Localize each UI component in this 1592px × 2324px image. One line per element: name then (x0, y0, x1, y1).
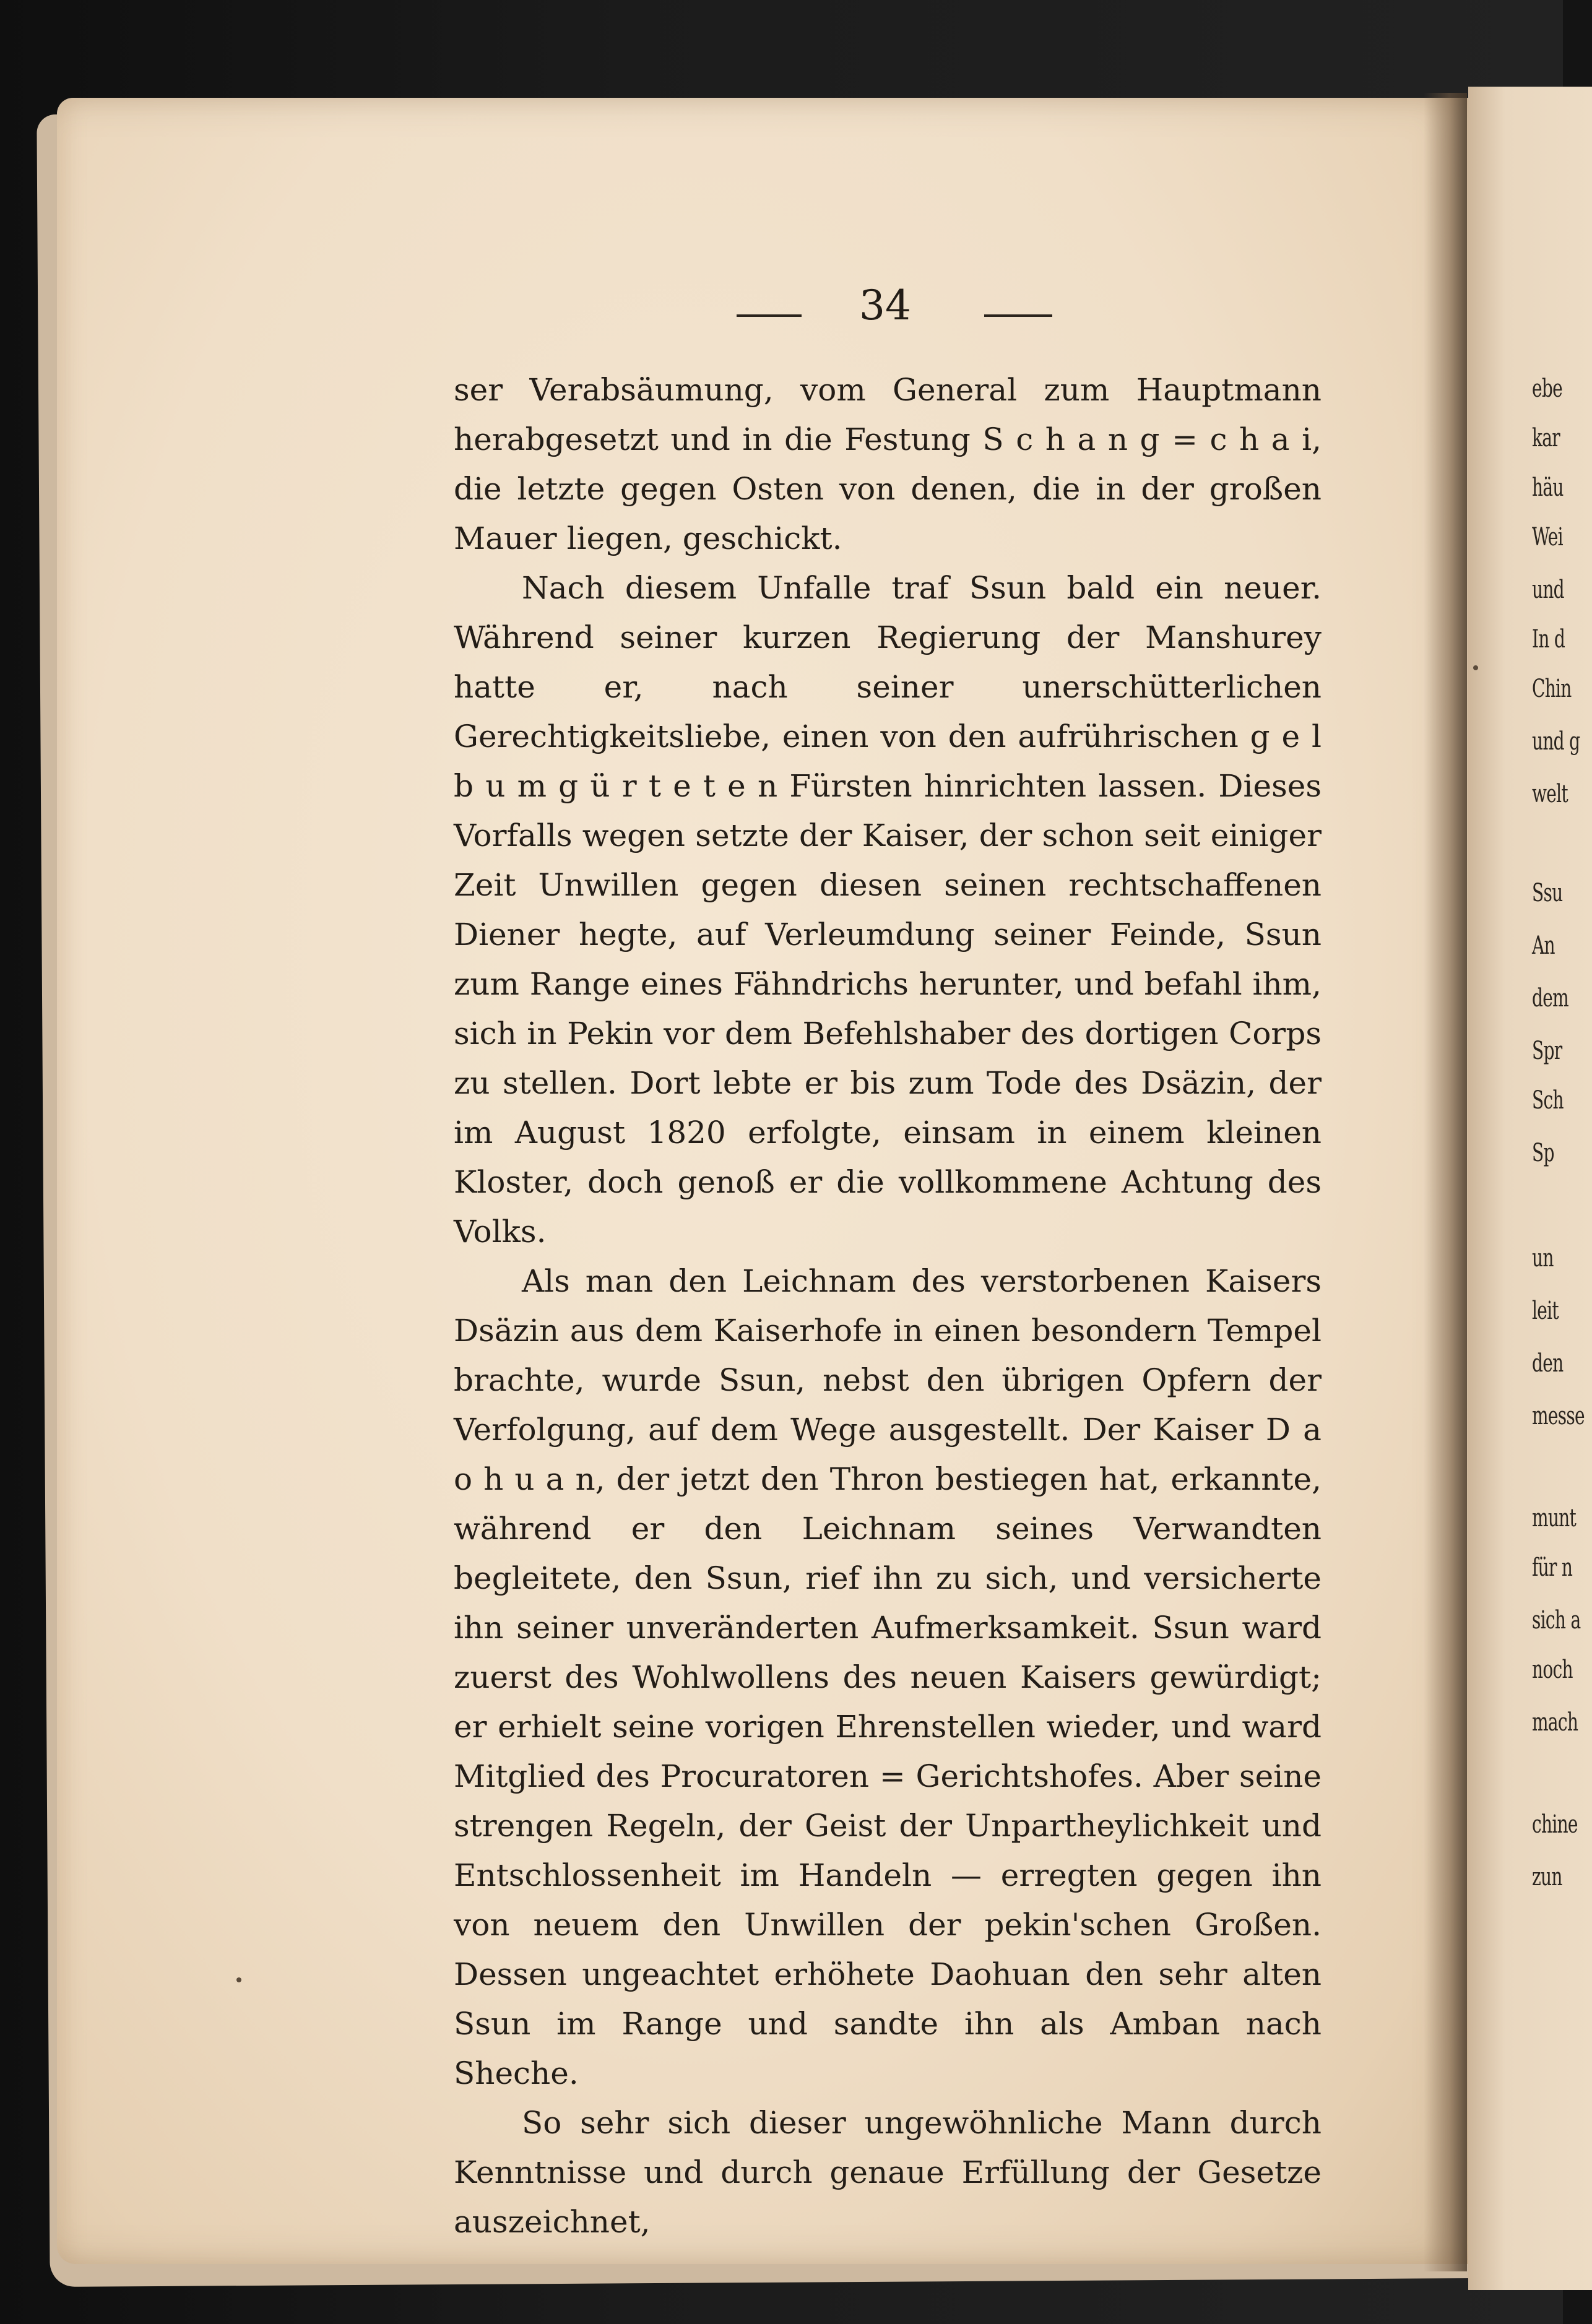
right-page-fragment: und (1532, 576, 1564, 604)
right-page-fragment: messe (1532, 1402, 1585, 1430)
paragraph: Nach diesem Unfalle traf Ssun bald ein neuer. Während seiner kurzen Regierung der Manshurey hatte er, nach seiner unerschütterlichen Gerechtigkeitsliebe, einen von den aufrührischen g e l b u m g ü r t e t e n Fürsten hinrichten lassen. Dieses Vorfalls wegen setzte der Kaiser, der schon seit einiger Zeit Unwillen gegen diesen seinen rechtschaffenen Diener hegte, auf Verleumdung seiner Feinde, Ssun zum Range eines Fähndrichs herunter, und befahl ihm, sich in Pekin vor dem Befehlshaber des dortigen Corps zu stellen. Dort lebte er bis zum Tode des Dsäzin, der im August 1820 erfolgte, einsam in einem kleinen Kloster, doch genoß er die vollkommene Achtung des Volks. (454, 570, 1322, 1250)
header-rule-left (737, 314, 802, 317)
right-page-fragment: mach (1532, 1708, 1578, 1737)
right-page-fragment: den (1532, 1349, 1564, 1378)
header-rule-right (984, 314, 1052, 317)
right-page-fragment: für n (1532, 1553, 1573, 1582)
right-page-fragment: leit (1532, 1297, 1559, 1325)
right-page-fragment: sich a (1532, 1606, 1581, 1635)
paragraph: Als man den Leichnam des verstorbenen Kaisers Dsäzin aus dem Kaiserhofe in einen besondern Tempel brachte, wurde Ssun, nebst den übrigen Opfern der Verfolgung, auf dem Wege ausgestellt. Der Kaiser D a o h u a n, der jetzt den Thron bestiegen hat, erkannte, während er den Leichnam seines Verwandten begleitete, den Ssun, rief ihn zu sich, und versicherte ihn seiner unveränderten Aufmerksamkeit. Ssun ward zuerst des Wohlwollens des neuen Kaisers gewürdigt; er erhielt seine vorigen Ehrenstellen wieder, und ward Mitglied des Procuratoren = Gerichtshofes. Aber seine strengen Regeln, der Geist der Unpartheylichkeit und Entschlossenheit im Handeln — erregten gegen ihn von neuem den Unwillen der pekin'schen Großen. Dessen ungeachtet erhöhete Daohuan den sehr alten Ssun im Range und sandte ihn als Amban nach Sheche. (454, 1263, 1322, 2091)
right-page-fragment: häu (1532, 473, 1564, 502)
paper-speck (236, 1977, 241, 1982)
right-page-fragment: welt (1532, 780, 1568, 808)
right-page-fragment: Sch (1532, 1086, 1564, 1115)
right-page-fragment: Ssu (1532, 879, 1563, 907)
body-text (454, 365, 1322, 2247)
right-page-fragment: dem (1532, 984, 1568, 1013)
right-page-sliver (1468, 87, 1592, 2290)
paragraph: So sehr sich dieser ungewöhnliche Mann durch Kenntnisse und durch genaue Erfüllung der Gesetze auszeichnet, (454, 2105, 1322, 2240)
page-number: 34 (859, 282, 911, 329)
paragraph: ser Verabsäumung, vom General zum Hauptmann herabgesetzt und in die Festung S c h a n g = c h a i, die letzte gegen Osten von denen, die in der großen Mauer liegen, geschickt. (454, 372, 1322, 556)
book-gutter (1424, 93, 1467, 2271)
right-page-fragment: Chin (1532, 675, 1572, 703)
right-page-fragment: Sp (1532, 1139, 1554, 1167)
right-page-fragment: zun (1532, 1863, 1562, 1891)
right-page-fragment: und g (1532, 727, 1580, 756)
right-page-fragment: In d (1532, 625, 1565, 654)
right-page-fragment: ebe (1532, 374, 1562, 403)
right-page-fragment: Spr (1532, 1037, 1562, 1065)
right-page-fragment: un (1532, 1244, 1554, 1272)
right-page-fragment: An (1532, 931, 1555, 960)
right-page-fragment: kar (1532, 424, 1560, 452)
right-page-fragment: noch (1532, 1656, 1573, 1684)
right-page-fragment: chine (1532, 1810, 1578, 1839)
right-page-fragment: Wei (1532, 523, 1563, 551)
paper-speck (1473, 665, 1478, 670)
right-page-fragment: munt (1532, 1504, 1577, 1532)
